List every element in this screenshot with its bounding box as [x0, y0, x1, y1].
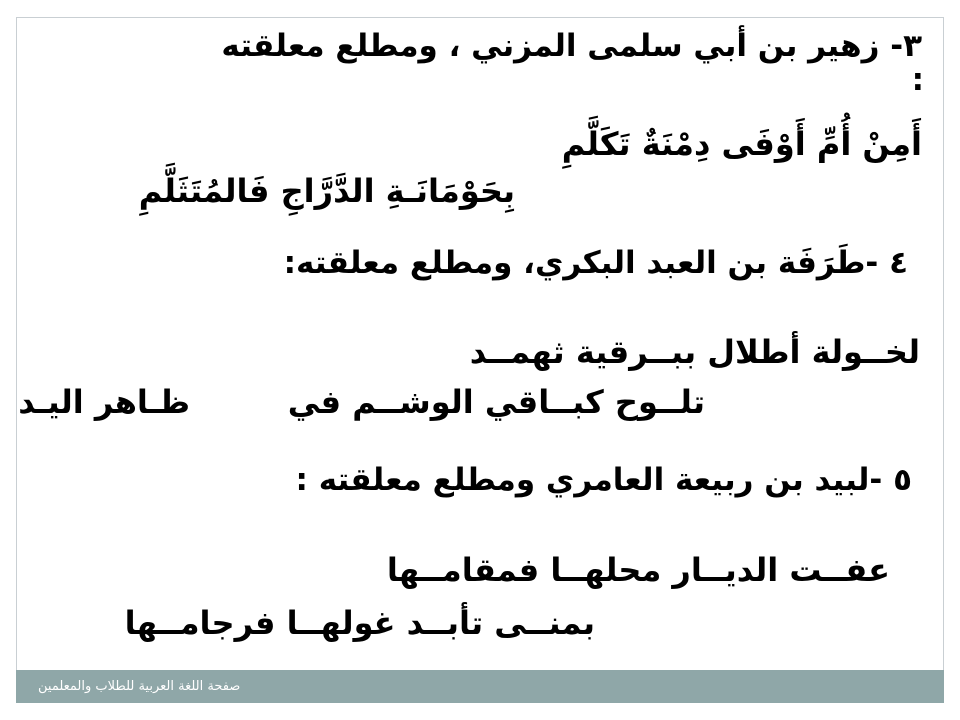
section-4-verse-second-hemistich-end: ظـاهر اليـد — [18, 383, 190, 421]
section-3-verse-second-hemistich: بِحَوْمَانَـةِ الدَّرَّاجِ فَالمُتَثَلَّمِ — [138, 172, 515, 210]
section-4-heading: ٤ -طَرَفَة بن العبد البكري، ومطلع معلقته: — [283, 245, 908, 281]
section-5-heading: ٥ -لبيد بن ربيعة العامري ومطلع معلقته : — [295, 462, 912, 498]
footer-caption: صفحة اللغة العربية للطلاب والمعلمين — [38, 679, 241, 694]
section-3-heading-colon: : — [911, 62, 924, 98]
footer-bar — [16, 670, 944, 703]
section-4-verse-second-hemistich: تلــوح كبــاقي الوشــم في — [287, 383, 705, 421]
section-5-verse-second-hemistich: بمنــى تأبــد غولهــا فرجامــها — [124, 604, 595, 642]
section-3-heading: ٣- زهير بن أبي سلمى المزني ، ومطلع معلقته — [221, 28, 922, 64]
section-4-verse-first-hemistich: لخــولة أطلال ببــرقية ثهمــد — [469, 333, 920, 371]
section-3-verse-first-hemistich: أَمِنْ أُمِّ أَوْفَى دِمْنَةٌ تَكَلَّمِ — [561, 125, 922, 163]
section-5-verse-first-hemistich: عفــت الديــار محلهــا فمقامــها — [386, 551, 890, 589]
